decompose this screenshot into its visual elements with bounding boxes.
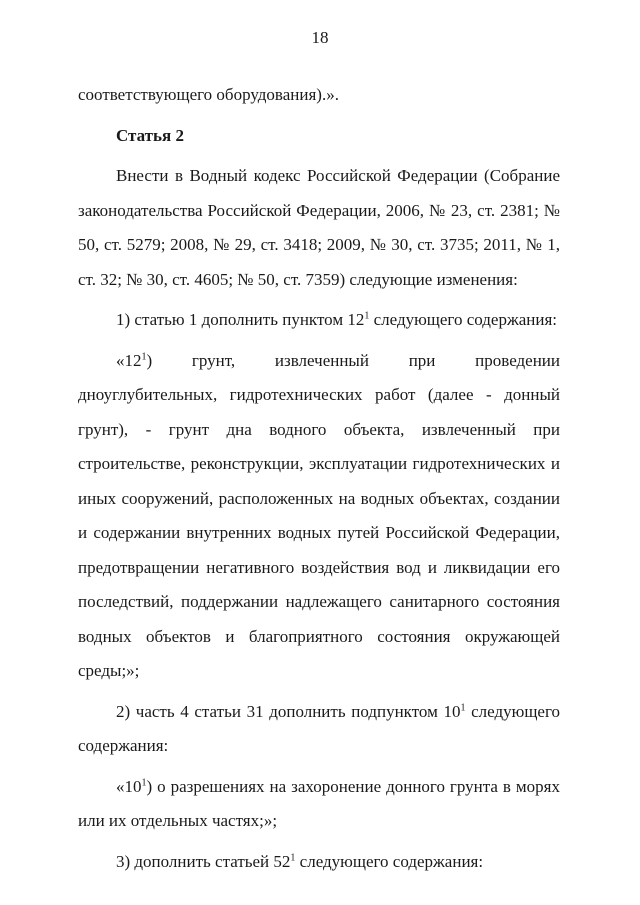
item-1-superscript: 1 <box>364 310 370 322</box>
intro-paragraph: Внести в Водный кодекс Российской Федерации (Собрание законодательства Российской Федерации, 2006, № 23, ст. 2381; № 50, ст. 5279; 2008, № 29, ст. 3418; 2009, № 30, ст. 3735; 2011, № 1, ст. 32; № 30, ст. 4605; № 50, ст. 7359) следующие изменения: <box>78 166 560 289</box>
item-1-paragraph <box>78 303 560 338</box>
item-1-text-a: 1) статью 1 дополнить пунктом 12 <box>116 310 365 329</box>
item-3-superscript: 1 <box>290 851 296 863</box>
page-number: 18 <box>311 28 329 47</box>
item-3-paragraph <box>78 845 560 880</box>
item-3-text-a: 3) дополнить статьей 52 <box>116 851 291 871</box>
item-3-text-b: следующего содержания: <box>295 851 484 871</box>
subitem-text-a: «10 <box>116 776 142 796</box>
item-2-superscript: 1 <box>460 701 466 713</box>
continuation-line: соответствующего оборудования).». <box>78 85 339 104</box>
definition-superscript: 1 <box>141 350 147 362</box>
article-heading: Статья 2 <box>116 125 184 145</box>
definition-text-b: ) грунт, извлеченный при проведении дноуглубительных, гидротехнических работ (далее - донный грунт), - грунт дна водного объекта, извлеченный при строительстве, реконструкции, эксплуатации гидротехнических и иных сооружений, расположенных на водных объектах, создании и содержании внутренних водных путей Российской Федерации, предотвращении негативного воздействия вод и ликвидации его последствий, поддержании надлежащего санитарного состояния водных объектов и благоприятного состояния окружающей среды;»; <box>78 350 560 680</box>
subitem-text-b: ) о разрешениях на захоронение донного грунта в морях или их отдельных частях;»; <box>78 776 560 830</box>
subitem-superscript: 1 <box>141 776 147 788</box>
document-body <box>78 78 560 885</box>
definition-paragraph <box>78 344 560 689</box>
subitem-paragraph <box>78 770 560 839</box>
item-2-text-b: следующего содержания: <box>78 701 560 755</box>
item-1-text-b: следующего содержания: <box>369 310 558 329</box>
definition-text-a: «12 <box>116 350 142 370</box>
item-2-text-a: 2) часть 4 статьи 31 дополнить подпунктом 10 <box>116 701 461 721</box>
item-2-paragraph <box>78 695 560 764</box>
